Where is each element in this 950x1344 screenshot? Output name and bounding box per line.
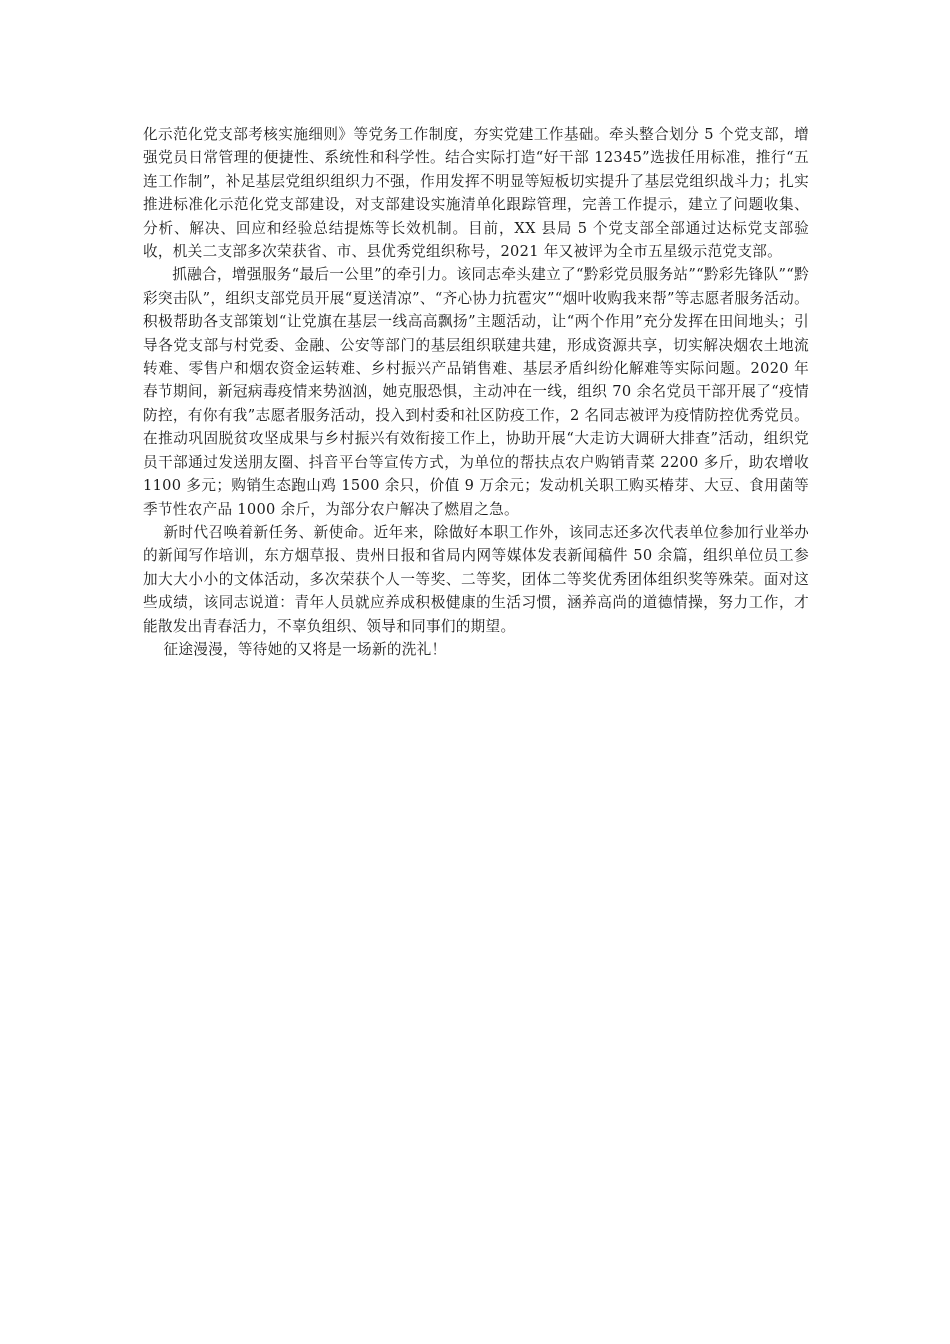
paragraph-party-building: 化示范化党支部考核实施细则》等党务工作制度，夯实党建工作基础。牵头整合划分 5 个党支部，增强党员日常管理的便捷性、系统性和科学性。结合实际打造“好干部 12345”选拔任用标准，推行“五连工作制”，补足基层党组织组织力不强，作用发挥不明显等短板切实提升了基层党组织战斗力；扎实推进标准化示范化党支部建设，对支部建设实施清单化跟踪管理，完善工作提示，建立了问题收集、分析、解决、回应和经验总结提炼等长效机制。目前，XX 县局 5 个党支部全部通过达标党支部验收，机关二支部多次荣获省、市、县优秀党组织称号，2021 年又被评为全市五星级示范党支部。 [143,126,809,261]
paragraph-new-era: 新时代召唤着新任务、新使命。近年来，除做好本职工作外，该同志还多次代表单位参加行业举办的新闻写作培训，东方烟草报、贵州日报和省局内网等媒体发表新闻稿件 50 余篇，组织单位员工参加大大小小的文体活动，多次荣获个人一等奖、二等奖，团体二等奖优秀团体组织奖等殊荣。面对这些成绩，该同志说道：青年人员就应养成积极健康的生活习惯，涵养高尚的道德情操，努力工作，才能散发出青春活力，不辜负组织、领导和同事们的期望。 [143,523,809,635]
paragraph-integration-service: 抓融合，增强服务“最后一公里”的牵引力。该同志牵头建立了“黔彩党员服务站”“黔彩先锋队”“黔彩突击队”，组织支部党员开展“夏送清凉”、“齐心协力抗雹灾”“烟叶收购我来帮”等志愿者服务活动。积极帮助各支部策划“让党旗在基层一线高高飘扬”主题活动，让“两个作用”充分发挥在田间地头；引导各党支部与村党委、金融、公安等部门的基层组织联建共建，形成资源共享，切实解决烟农土地流转难、零售户和烟农资金运转难、乡村振兴产品销售难、基层矛盾纠纷化解难等实际问题。2020 年春节期间，新冠病毒疫情来势汹汹，她克服恐惧，主动冲在一线，组织 70 余名党员干部开展了“疫情防控，有你有我”志愿者服务活动，投入到村委和社区防疫工作，2 名同志被评为疫情防控优秀党员。在推动巩固脱贫攻坚成果与乡村振兴有效衔接工作上，协助开展“大走访大调研大排查”活动，组织党员干部通过发送朋友圈、抖音平台等宣传方式，为单位的帮扶点农户购销青菜 2200 多斤，助农增收 1100 多元；购销生态跑山鸡 1500 余只，价值 9 万余元；发动机关职工购买椿芽、大豆、食用菌等季节性农产品 1000 余斤，为部分农户解决了燃眉之急。 [143,266,809,518]
document-body [143,123,809,661]
paragraph-closing: 征途漫漫，等待她的又将是一场新的洗礼！ [163,640,447,658]
